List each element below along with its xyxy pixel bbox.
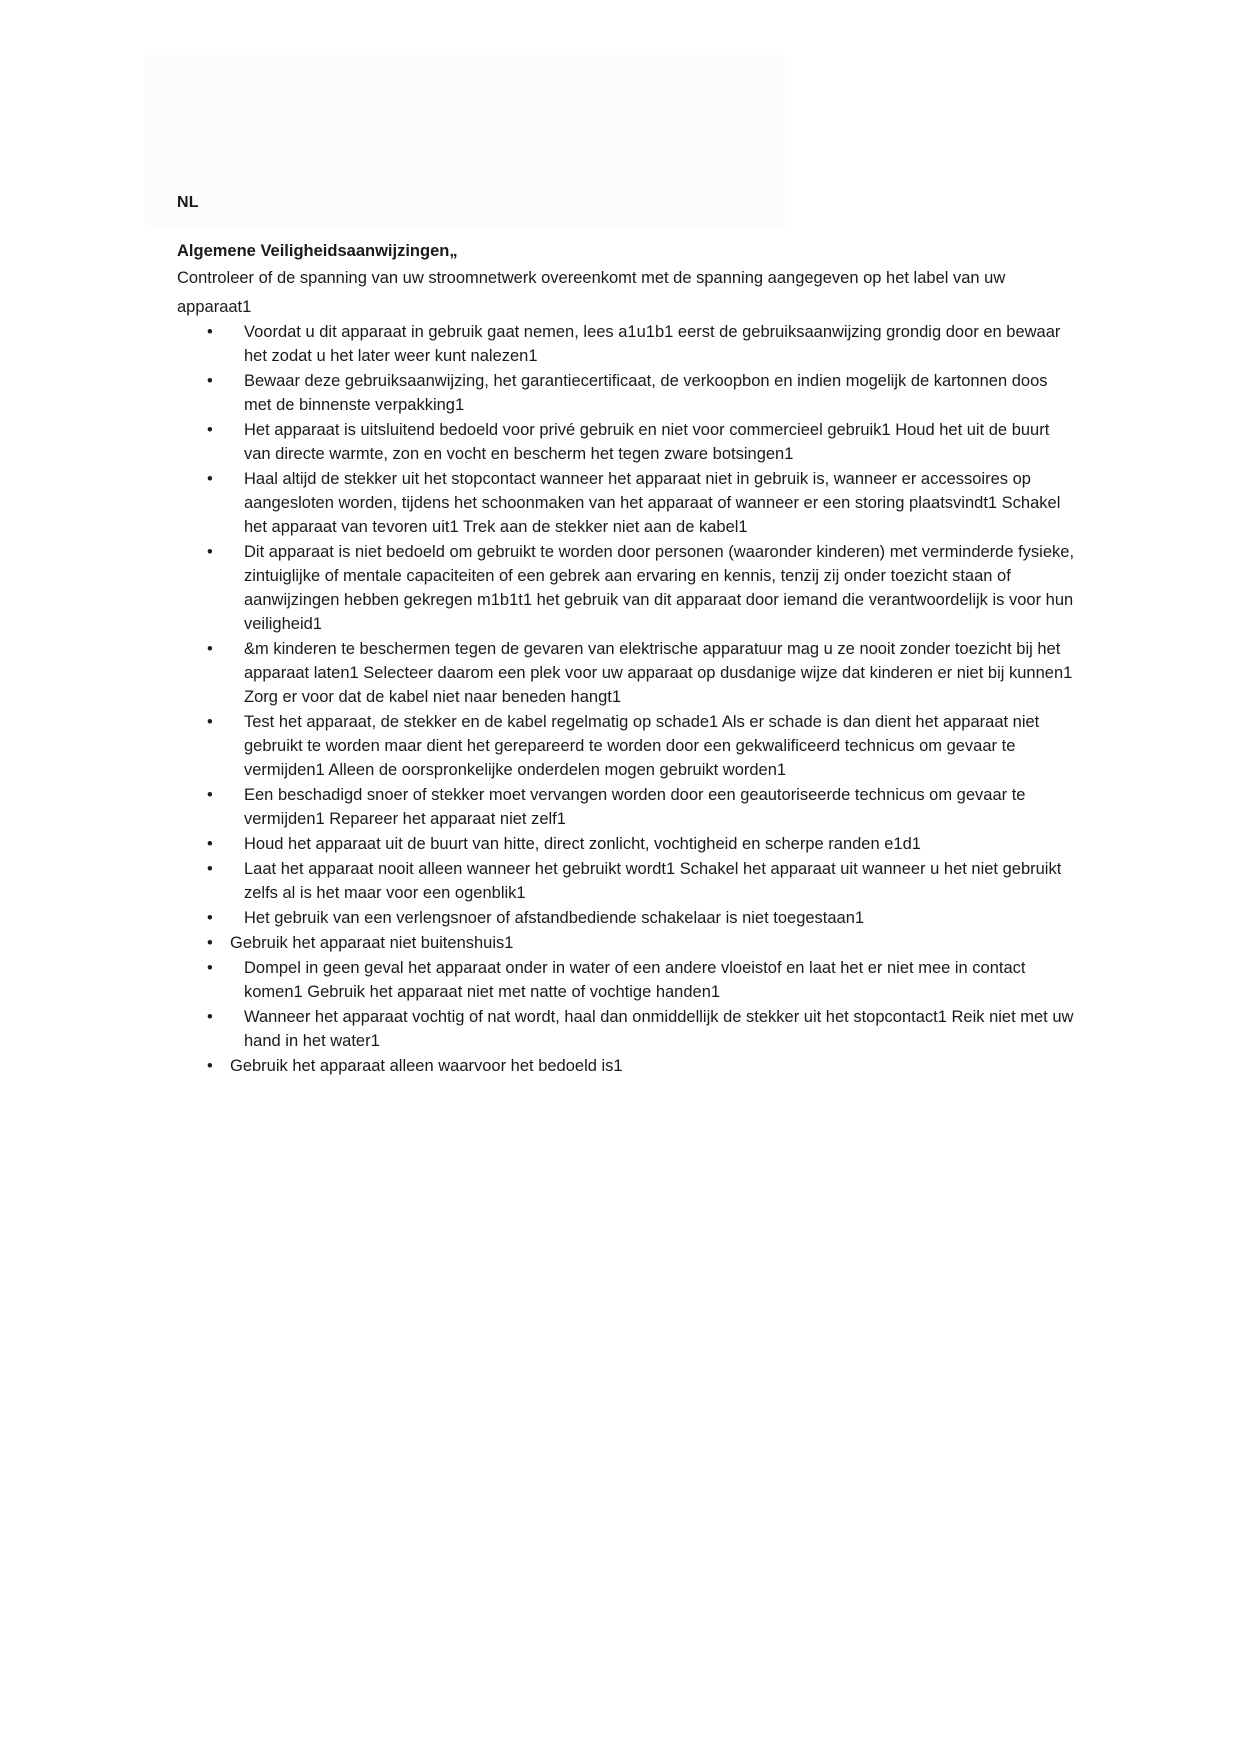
list-item	[207, 832, 1077, 856]
bullet-icon: •	[207, 959, 213, 977]
list-item	[207, 369, 1077, 417]
list-item-text: &m kinderen te beschermen tegen de gevaren van elektrische apparatuur mag u ze nooit zonder toezicht bij het apparaat laten1 Selecteer daarom een plek voor uw apparaat op dusdanige wijze dat kinderen er niet bij kunnen1 Zorg er voor dat de kabel niet naar beneden hangt1	[244, 640, 1073, 706]
bullet-icon: •	[207, 543, 213, 561]
section-heading: Algemene Veiligheidsaanwijzingen„	[177, 242, 458, 260]
bullet-icon: •	[207, 860, 213, 878]
list-item	[207, 1005, 1077, 1053]
list-item-text: Het gebruik van een verlengsnoer of afstandbediende schakelaar is niet toegestaan1	[244, 909, 865, 927]
bullet-icon: •	[207, 1008, 213, 1026]
list-item-text: Dit apparaat is niet bedoeld om gebruikt te worden door personen (waaronder kinderen) met verminderde fysieke, zintuiglijke of mentale capaciteiten of een gebrek aan ervaring en kennis, tenzij zij onder toezicht staan of aanwijzingen hebben gekregen m1b1t1 het gebruik van dit apparaat door iemand die verantwoordelijk is voor hun veiligheid1	[244, 543, 1075, 633]
list-item-text: Gebruik het apparaat alleen waarvoor het bedoeld is1	[230, 1057, 623, 1075]
language-code: NL	[177, 194, 199, 211]
list-item	[207, 1054, 1077, 1078]
list-item-text: Houd het apparaat uit de buurt van hitte, direct zonlicht, vochtigheid en scherpe randen e1d1	[244, 835, 921, 853]
list-item	[207, 540, 1077, 636]
bullet-icon: •	[207, 835, 213, 853]
list-item	[207, 320, 1077, 368]
scan-shade	[145, 55, 785, 230]
list-item	[207, 931, 1077, 955]
list-item	[207, 637, 1077, 709]
list-item-text: Een beschadigd snoer of stekker moet vervangen worden door een geautoriseerde technicus om gevaar te vermijden1 Repareer het apparaat niet zelf1	[244, 786, 1026, 828]
bullet-icon: •	[207, 372, 213, 390]
list-item	[207, 418, 1077, 466]
bullet-icon: •	[207, 786, 213, 804]
list-item-text: Dompel in geen geval het apparaat onder in water of een andere vloeistof en laat het er niet mee in contact komen1 Gebruik het apparaat niet met natte of vochtige handen1	[244, 959, 1026, 1001]
list-item-text: Wanneer het apparaat vochtig of nat wordt, haal dan onmiddellijk de stekker uit het stopcontact1 Reik niet met uw hand in het water1	[244, 1008, 1074, 1050]
list-item-text: Het apparaat is uitsluitend bedoeld voor privé gebruik en niet voor commercieel gebruik1 Houd het uit de buurt van directe warmte, zon en vocht en bescherm het tegen zware botsingen1	[244, 421, 1050, 463]
list-item	[207, 710, 1077, 782]
bullet-icon: •	[207, 421, 213, 439]
list-item-text: Haal altijd de stekker uit het stopcontact wanneer het apparaat niet in gebruik is, wanneer er accessoires op aangesloten worden, tijdens het schoonmaken van het apparaat of wanneer er een storing plaatsvindt1 Schakel het apparaat van tevoren uit1 Trek aan de stekker niet aan de kabel1	[244, 470, 1061, 536]
intro-paragraph: Controleer of de spanning van uw stroomnetwerk overeenkomt met de spanning aangegeven op het label van uw apparaat1	[177, 269, 1006, 316]
bullet-icon: •	[207, 934, 213, 952]
list-item	[207, 906, 1077, 930]
safety-instructions-list	[207, 320, 1077, 1079]
list-item-text: Test het apparaat, de stekker en de kabel regelmatig op schade1 Als er schade is dan dient het apparaat niet gebruikt te worden maar dient het gerepareerd te worden door een gekwalificeerd technicus om gevaar te vermijden1 Alleen de oorspronkelijke onderdelen mogen gebruikt worden1	[244, 713, 1040, 779]
bullet-icon: •	[207, 713, 213, 731]
list-item-text: Laat het apparaat nooit alleen wanneer het gebruikt wordt1 Schakel het apparaat uit wanneer u het niet gebruikt zelfs al is het maar voor een ogenblik1	[244, 860, 1062, 902]
list-item-text: Voordat u dit apparaat in gebruik gaat nemen, lees a1u1b1 eerst de gebruiksaanwijzing grondig door en bewaar het zodat u het later weer kunt nalezen1	[244, 323, 1061, 365]
list-item-text: Gebruik het apparaat niet buitenshuis1	[230, 934, 514, 952]
list-item	[207, 857, 1077, 905]
bullet-icon: •	[207, 640, 213, 658]
bullet-icon: •	[207, 470, 213, 488]
list-item	[207, 956, 1077, 1004]
list-item	[207, 467, 1077, 539]
bullet-icon: •	[207, 323, 213, 341]
list-item	[207, 783, 1077, 831]
list-item-text: Bewaar deze gebruiksaanwijzing, het garantiecertificaat, de verkoopbon en indien mogelijk de kartonnen doos met de binnenste verpakking1	[244, 372, 1048, 414]
bullet-icon: •	[207, 1057, 213, 1075]
bullet-icon: •	[207, 909, 213, 927]
